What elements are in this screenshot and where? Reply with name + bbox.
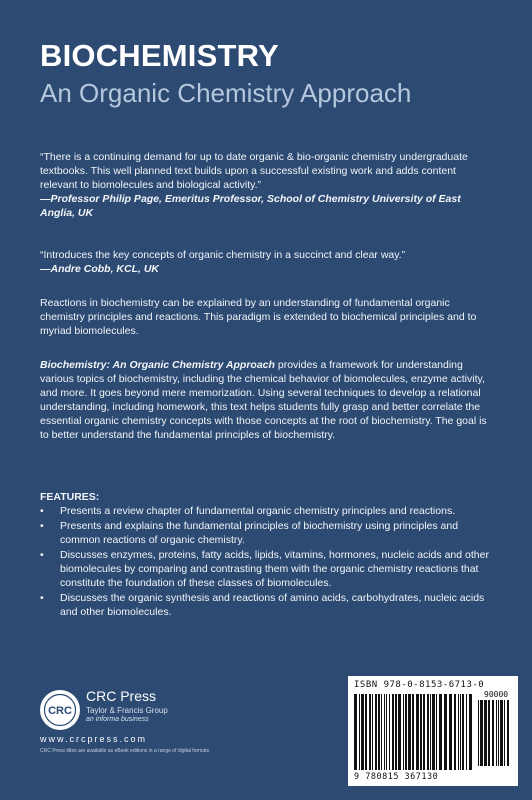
publisher-name: CRC Press [86,688,157,704]
barcode-bar [430,694,431,770]
review-block-1 [40,150,492,220]
barcode-bar [398,694,401,770]
barcode-digits: 9 780815 367130 [354,772,439,782]
description-text: Reactions in biochemistry can be explained by an understanding of fundamental organic chemistry principles and reactions. This paradigm is extended to biochemical principles and to myriad biomolecules. [40,297,477,337]
feature-text: Discusses the organic synthesis and reactions of amino acids, carbohydrates, nucleic acids and other biomolecules. [60,592,485,618]
barcode-bar [458,694,459,770]
features-heading: FEATURES: [40,491,100,503]
barcode-bar [354,694,357,770]
barcode-bar [504,700,505,766]
book-title-inline: Biochemistry: An Organic Chemistry Approach [40,359,275,371]
crc-logo-icon [40,690,80,730]
barcode-bar [423,694,425,770]
barcode-bar [416,694,419,770]
barcode-bar [384,694,385,770]
barcode-bar [378,694,380,770]
bullet-icon: • [40,549,44,561]
barcode-bar [369,694,371,770]
barcode-bar [389,694,390,770]
barcode-bar [484,700,487,766]
feature-item [40,591,492,619]
barcode-bar [412,694,414,770]
description-paragraph-2 [40,358,492,442]
barcode-bar [436,694,437,770]
barcode-bar [420,694,422,770]
barcode-bar [361,694,364,770]
review-quote: “There is a continuing demand for up to date organic & bio-organic chemistry undergraduate textbooks. This well planned text builds upon a successful existing work and adds content relevant to biomolecules and biological activity.” [40,151,468,191]
feature-item [40,548,492,590]
barcode-bar [427,694,429,770]
isbn-label: ISBN 978-0-8153-6713-0 [354,680,485,690]
description-text [40,358,492,442]
barcode-bar [432,694,435,770]
publisher-fine-print: CRC Press titles are available as eBook editions in a range of digital formats [40,748,209,754]
barcode-bar [496,700,497,766]
barcode-bar [498,700,499,766]
barcode-bar [359,694,360,770]
book-title: BIOCHEMISTRY [40,38,279,73]
barcode-bar [403,694,404,770]
book-subtitle: An Organic Chemistry Approach [40,78,412,108]
price-barcode-icon [478,700,512,766]
barcode-bar [444,694,447,770]
barcode-bar [395,694,397,770]
barcode-bar [478,700,479,766]
barcode-panel [348,676,518,786]
feature-item [40,519,492,547]
feature-item [40,504,492,518]
feature-text: Presents and explains the fundamental principles of biochemistry using principles and common reactions of organic chemistry. [60,520,459,546]
bullet-icon: • [40,592,44,604]
bullet-icon: • [40,520,44,532]
barcode-bar [439,694,442,770]
barcode-bar [507,700,509,766]
barcode-bar [375,694,377,770]
features-section [40,490,492,620]
price-code-label: 90000 [484,690,509,699]
barcode-bar [365,694,367,770]
barcode-bar [386,694,387,770]
ean-barcode-icon [354,694,472,770]
feature-text: Discusses enzymes, proteins, fatty acids, lipids, vitamins, hormones, nucleic acids and other biomolecules by comparing and contrasting them with the organic chemistry reactions that constitute the foundation of these classes of biomolecules. [60,549,489,589]
description-paragraph-1 [40,296,492,338]
review-attribution: —Andre Cobb, KCL, UK [40,263,159,275]
review-block-2 [40,248,492,276]
barcode-bar [405,694,407,770]
barcode-bar [480,700,483,766]
review-quote: “Introduces the key concepts of organic chemistry in a succinct and clear way.” [40,249,406,261]
publisher-business: an informa business [86,716,149,723]
publisher-group: Taylor & Francis Group [86,706,168,715]
barcode-bar [492,700,494,766]
publisher-block [40,682,320,792]
barcode-bar [408,694,411,770]
review-attribution: —Professor Philip Page, Emeritus Professor, School of Chemistry University of East Anglia, UK [40,193,461,219]
barcode-bar [392,694,394,770]
bullet-icon: • [40,505,44,517]
barcode-bar [488,700,490,766]
publisher-url: www.crcpress.com [40,734,148,744]
barcode-bar [462,694,464,770]
features-list [40,504,492,619]
description-body: provides a framework for understanding various topics of biochemistry, including the chemical behavior of biomolecules, enzyme activity, and more. It goes beyond mere memorization. Using several techniques to develop a relational understanding, including homework, this text helps students fully grasp and better correlate the essential organic chemistry concepts with those concepts at the root of biochemistry. The goal is to better understand the fundamental principles of biochemistry. [40,359,487,441]
barcode-bar [466,694,467,770]
barcode-bar [469,694,472,770]
barcode-bar [372,694,373,770]
barcode-bar [460,694,461,770]
barcode-bar [381,694,382,770]
barcode-bar [454,694,456,770]
barcode-bar [500,700,503,766]
feature-text: Presents a review chapter of fundamental organic chemistry principles and reactions. [60,505,456,517]
barcode-bar [449,694,452,770]
crc-logo-text: CRC [48,705,72,717]
